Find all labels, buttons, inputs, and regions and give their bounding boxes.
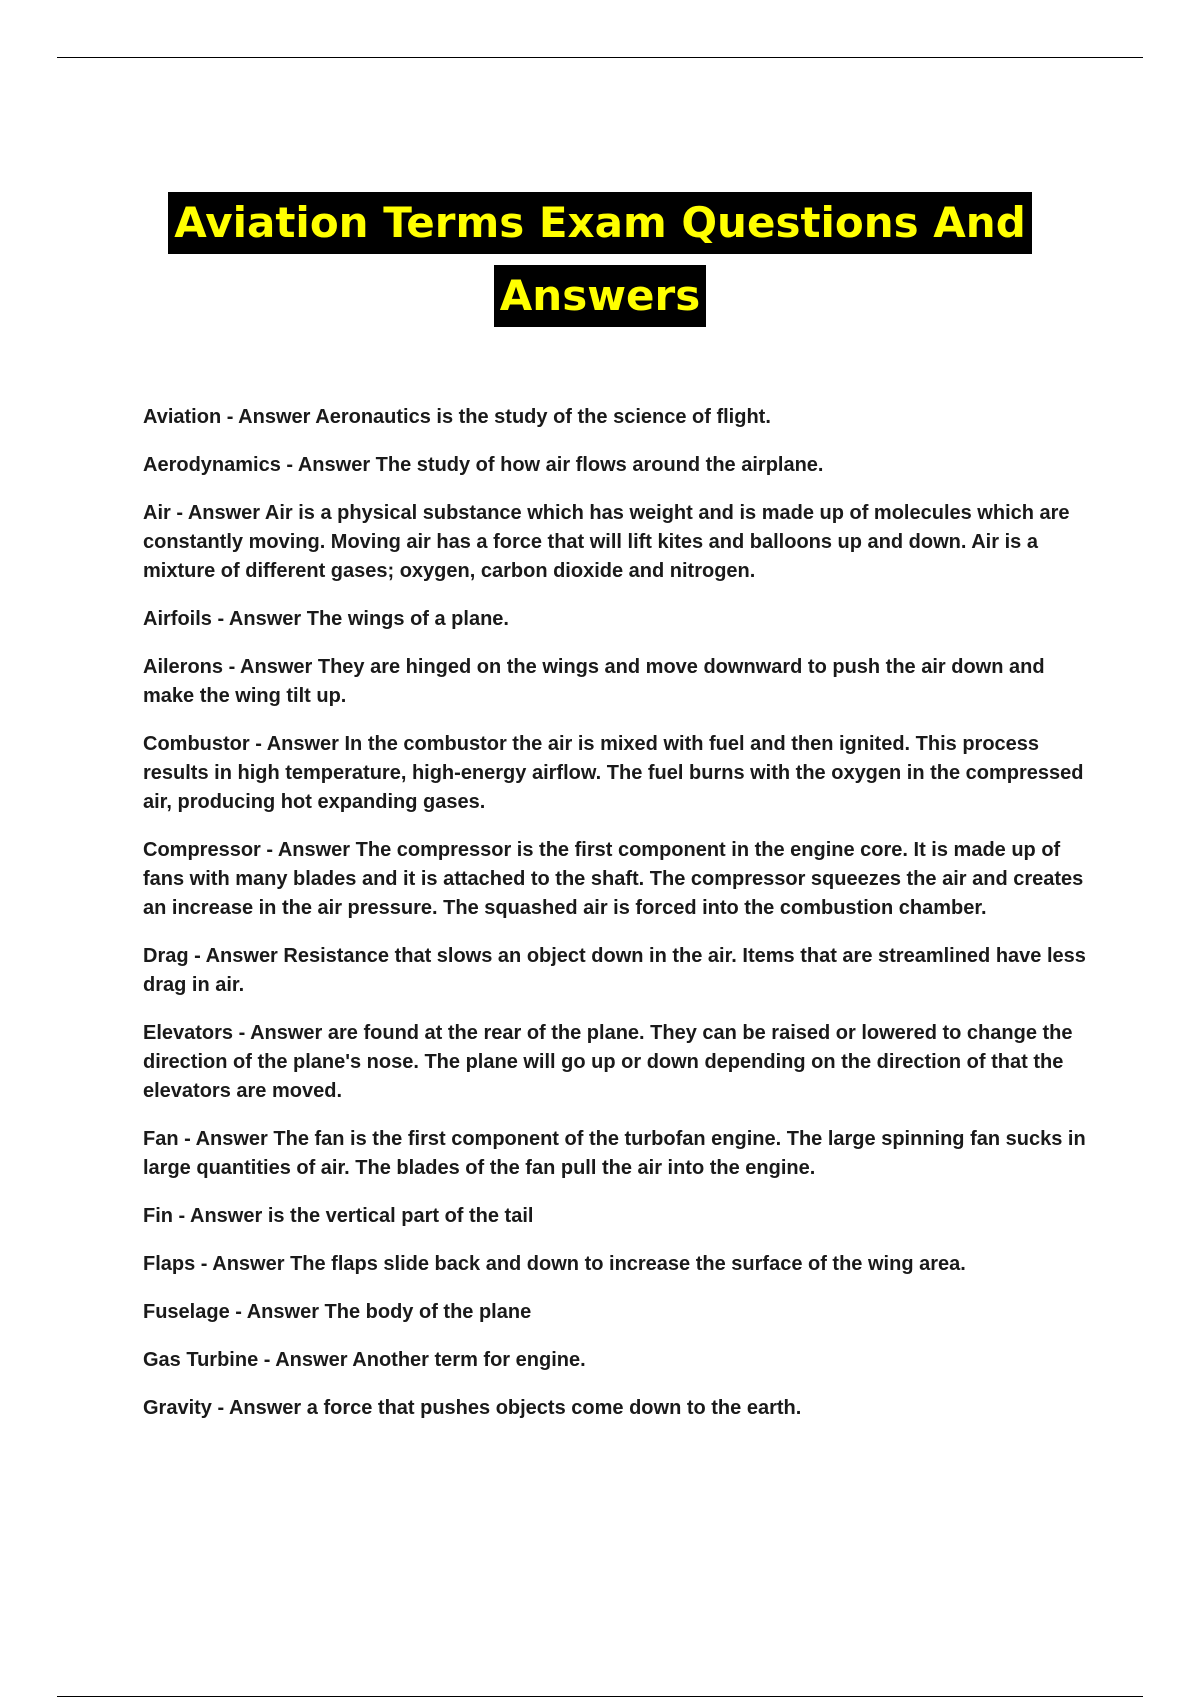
title-line-1: Aviation Terms Exam Questions And — [168, 192, 1032, 254]
term-entry-flaps: Flaps - Answer The flaps slide back and down to increase the surface of the wing area. — [143, 1253, 966, 1275]
term-entry-air: Air - Answer Air is a physical substance which has weight and is made up of molecules which are constantly moving. Moving air has a force that will lift kites and balloons up and down. Air is a mixture of different gases; oxygen, carbon dioxide and nitrogen. — [143, 502, 1070, 582]
term-entry-fuselage: Fuselage - Answer The body of the plane — [143, 1301, 532, 1323]
title-line-2: Answers — [494, 265, 706, 327]
term-entry-gravity: Gravity - Answer a force that pushes objects come down to the earth. — [143, 1397, 802, 1419]
header-rule — [57, 57, 1143, 58]
term-entry-fin: Fin - Answer is the vertical part of the tail — [143, 1205, 534, 1227]
term-entry-compressor: Compressor - Answer The compressor is the first component in the engine core. It is made up of fans with many blades and it is attached to the shaft. The compressor squeezes the air and creates an increase in the air pressure. The squashed air is forced into the combustion chamber. — [143, 839, 1084, 919]
document-title — [0, 192, 1200, 327]
term-entry-drag: Drag - Answer Resistance that slows an object down in the air. Items that are streamlined have less drag in air. — [143, 945, 1086, 996]
term-entry-airfoils: Airfoils - Answer The wings of a plane. — [143, 608, 509, 630]
term-list — [143, 403, 1093, 1442]
term-entry-gas-turbine: Gas Turbine - Answer Another term for engine. — [143, 1349, 586, 1371]
term-entry-fan: Fan - Answer The fan is the first component of the turbofan engine. The large spinning fan sucks in large quantities of air. The blades of the fan pull the air into the engine. — [143, 1128, 1086, 1179]
term-entry-aviation: Aviation - Answer Aeronautics is the study of the science of flight. — [143, 406, 771, 428]
term-entry-aerodynamics: Aerodynamics - Answer The study of how air flows around the airplane. — [143, 454, 824, 476]
term-entry-elevators: Elevators - Answer are found at the rear of the plane. They can be raised or lowered to change the direction of the plane's nose. The plane will go up or down depending on the direction of that the elevators are moved. — [143, 1022, 1073, 1102]
footer-rule — [57, 1696, 1143, 1697]
term-entry-ailerons: Ailerons - Answer They are hinged on the wings and move downward to push the air down and make the wing tilt up. — [143, 656, 1045, 707]
term-entry-combustor: Combustor - Answer In the combustor the air is mixed with fuel and then ignited. This process results in high temperature, high-energy airflow. The fuel burns with the oxygen in the compressed air, producing hot expanding gases. — [143, 733, 1084, 813]
